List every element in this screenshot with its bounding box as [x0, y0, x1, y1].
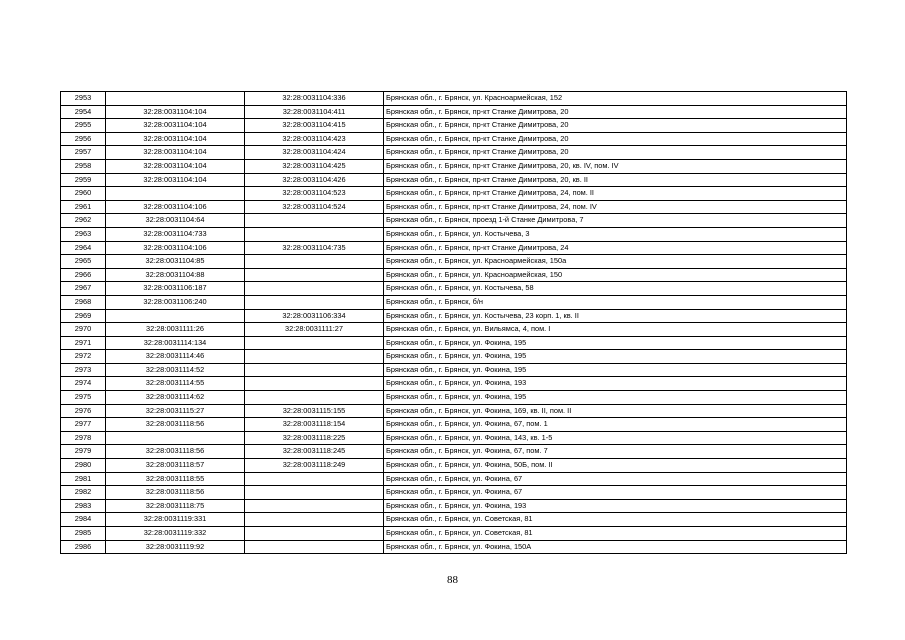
- row-number-cell: 2979: [61, 445, 106, 459]
- cadastral-number-cell: 32:28:0031104:64: [106, 214, 245, 228]
- object-cadastral-number-cell: 32:28:0031115:155: [245, 404, 384, 418]
- cadastral-number-cell: 32:28:0031118:75: [106, 499, 245, 513]
- row-number-cell: 2977: [61, 418, 106, 432]
- cadastral-number-cell: 32:28:0031114:52: [106, 363, 245, 377]
- object-cadastral-number-cell: 32:28:0031111:27: [245, 323, 384, 337]
- table-row: [61, 282, 847, 296]
- address-cell: Брянская обл., г. Брянск, ул. Фокина, 67: [384, 486, 847, 500]
- cadastral-number-cell: 32:28:0031104:104: [106, 105, 245, 119]
- cadastral-number-cell: [106, 92, 245, 106]
- address-cell: Брянская обл., г. Брянск, ул. Фокина, 67, пом. 7: [384, 445, 847, 459]
- object-cadastral-number-cell: 32:28:0031118:249: [245, 459, 384, 473]
- object-cadastral-number-cell: [245, 499, 384, 513]
- row-number-cell: 2963: [61, 227, 106, 241]
- table-row: [61, 336, 847, 350]
- row-number-cell: 2961: [61, 200, 106, 214]
- table-row: [61, 146, 847, 160]
- address-cell: Брянская обл., г. Брянск, ул. Фокина, 67, пом. 1: [384, 418, 847, 432]
- address-cell: Брянская обл., г. Брянск, б/н: [384, 295, 847, 309]
- row-number-cell: 2958: [61, 159, 106, 173]
- row-number-cell: 2959: [61, 173, 106, 187]
- row-number-cell: 2980: [61, 459, 106, 473]
- table-row: [61, 377, 847, 391]
- cadastral-number-cell: 32:28:0031111:26: [106, 323, 245, 337]
- cadastral-number-cell: 32:28:0031104:106: [106, 241, 245, 255]
- table-row: [61, 268, 847, 282]
- table-row: [61, 391, 847, 405]
- address-cell: Брянская обл., г. Брянск, ул. Фокина, 193: [384, 377, 847, 391]
- address-cell: Брянская обл., г. Брянск, ул. Костычева, 23 корп. 1, кв. II: [384, 309, 847, 323]
- table-row: [61, 540, 847, 554]
- object-cadastral-number-cell: 32:28:0031106:334: [245, 309, 384, 323]
- table-row: [61, 459, 847, 473]
- cadastral-number-cell: 32:28:0031115:27: [106, 404, 245, 418]
- table-row: [61, 309, 847, 323]
- cadastral-number-cell: 32:28:0031106:187: [106, 282, 245, 296]
- table-row: [61, 431, 847, 445]
- cadastral-number-cell: 32:28:0031119:332: [106, 527, 245, 541]
- object-cadastral-number-cell: 32:28:0031104:425: [245, 159, 384, 173]
- row-number-cell: 2968: [61, 295, 106, 309]
- row-number-cell: 2969: [61, 309, 106, 323]
- address-cell: Брянская обл., г. Брянск, ул. Фокина, 143, кв. 1-5: [384, 431, 847, 445]
- row-number-cell: 2986: [61, 540, 106, 554]
- row-number-cell: 2966: [61, 268, 106, 282]
- object-cadastral-number-cell: [245, 472, 384, 486]
- address-cell: Брянская обл., г. Брянск, ул. Костычева, 58: [384, 282, 847, 296]
- table-row: [61, 227, 847, 241]
- table-row: [61, 241, 847, 255]
- cadastral-number-cell: 32:28:0031118:55: [106, 472, 245, 486]
- cadastral-number-cell: 32:28:0031118:56: [106, 418, 245, 432]
- object-cadastral-number-cell: [245, 214, 384, 228]
- table-row: [61, 92, 847, 106]
- object-cadastral-number-cell: [245, 255, 384, 269]
- object-cadastral-number-cell: [245, 295, 384, 309]
- cadastral-number-cell: 32:28:0031104:106: [106, 200, 245, 214]
- cadastral-number-cell: 32:28:0031104:104: [106, 159, 245, 173]
- table-row: [61, 119, 847, 133]
- address-cell: Брянская обл., г. Брянск, ул. Советская, 81: [384, 527, 847, 541]
- row-number-cell: 2957: [61, 146, 106, 160]
- row-number-cell: 2956: [61, 132, 106, 146]
- table-row: [61, 350, 847, 364]
- object-cadastral-number-cell: 32:28:0031104:415: [245, 119, 384, 133]
- object-cadastral-number-cell: [245, 540, 384, 554]
- address-cell: Брянская обл., г. Брянск, пр-кт Станке Димитрова, 20: [384, 119, 847, 133]
- object-cadastral-number-cell: 32:28:0031104:735: [245, 241, 384, 255]
- cadastral-number-cell: 32:28:0031104:733: [106, 227, 245, 241]
- cadastral-number-cell: 32:28:0031114:134: [106, 336, 245, 350]
- address-cell: Брянская обл., г. Брянск, ул. Фокина, 67: [384, 472, 847, 486]
- address-cell: Брянская обл., г. Брянск, ул. Фокина, 193: [384, 499, 847, 513]
- address-cell: Брянская обл., г. Брянск, пр-кт Станке Димитрова, 24: [384, 241, 847, 255]
- row-number-cell: 2955: [61, 119, 106, 133]
- object-cadastral-number-cell: [245, 268, 384, 282]
- table-row: [61, 255, 847, 269]
- table-row: [61, 527, 847, 541]
- cadastral-number-cell: 32:28:0031118:57: [106, 459, 245, 473]
- address-cell: Брянская обл., г. Брянск, пр-кт Станке Димитрова, 20: [384, 105, 847, 119]
- object-cadastral-number-cell: 32:28:0031104:426: [245, 173, 384, 187]
- address-cell: Брянская обл., г. Брянск, ул. Советская, 81: [384, 513, 847, 527]
- address-cell: Брянская обл., г. Брянск, пр-кт Станке Димитрова, 20: [384, 146, 847, 160]
- row-number-cell: 2970: [61, 323, 106, 337]
- cadastral-number-cell: 32:28:0031118:56: [106, 486, 245, 500]
- object-cadastral-number-cell: 32:28:0031118:225: [245, 431, 384, 445]
- table-row: [61, 513, 847, 527]
- object-cadastral-number-cell: 32:28:0031104:411: [245, 105, 384, 119]
- address-cell: Брянская обл., г. Брянск, ул. Вильямса, 4, пом. I: [384, 323, 847, 337]
- object-cadastral-number-cell: [245, 227, 384, 241]
- table-row: [61, 445, 847, 459]
- row-number-cell: 2975: [61, 391, 106, 405]
- address-cell: Брянская обл., г. Брянск, ул. Фокина, 195: [384, 336, 847, 350]
- object-cadastral-number-cell: 32:28:0031118:154: [245, 418, 384, 432]
- table-row: [61, 159, 847, 173]
- row-number-cell: 2967: [61, 282, 106, 296]
- object-cadastral-number-cell: [245, 391, 384, 405]
- address-cell: Брянская обл., г. Брянск, ул. Красноармейская, 152: [384, 92, 847, 106]
- row-number-cell: 2983: [61, 499, 106, 513]
- table-row: [61, 214, 847, 228]
- cadastral-number-cell: 32:28:0031114:46: [106, 350, 245, 364]
- table-row: [61, 105, 847, 119]
- table-row: [61, 187, 847, 201]
- row-number-cell: 2974: [61, 377, 106, 391]
- object-cadastral-number-cell: [245, 377, 384, 391]
- address-cell: Брянская обл., г. Брянск, ул. Фокина, 195: [384, 350, 847, 364]
- object-cadastral-number-cell: 32:28:0031104:336: [245, 92, 384, 106]
- address-cell: Брянская обл., г. Брянск, пр-кт Станке Димитрова, 20, кв. IV, пом. IV: [384, 159, 847, 173]
- cadastral-number-cell: 32:28:0031114:55: [106, 377, 245, 391]
- table-row: [61, 363, 847, 377]
- address-cell: Брянская обл., г. Брянск, ул. Красноармейская, 150а: [384, 255, 847, 269]
- address-cell: Брянская обл., г. Брянск, пр-кт Станке Димитрова, 20, кв. II: [384, 173, 847, 187]
- address-cell: Брянская обл., г. Брянск, пр-кт Станке Димитрова, 20: [384, 132, 847, 146]
- cadastral-number-cell: 32:28:0031106:240: [106, 295, 245, 309]
- row-number-cell: 2985: [61, 527, 106, 541]
- row-number-cell: 2965: [61, 255, 106, 269]
- cadastral-number-cell: [106, 187, 245, 201]
- table-row: [61, 200, 847, 214]
- row-number-cell: 2976: [61, 404, 106, 418]
- address-cell: Брянская обл., г. Брянск, ул. Фокина, 195: [384, 391, 847, 405]
- object-cadastral-number-cell: 32:28:0031104:524: [245, 200, 384, 214]
- row-number-cell: 2953: [61, 92, 106, 106]
- page-number: 88: [447, 574, 458, 586]
- row-number-cell: 2984: [61, 513, 106, 527]
- object-cadastral-number-cell: 32:28:0031104:523: [245, 187, 384, 201]
- property-table-container: [60, 91, 846, 554]
- cadastral-number-cell: [106, 431, 245, 445]
- object-cadastral-number-cell: [245, 527, 384, 541]
- cadastral-number-cell: 32:28:0031104:104: [106, 132, 245, 146]
- object-cadastral-number-cell: [245, 336, 384, 350]
- address-cell: Брянская обл., г. Брянск, ул. Фокина, 50Б, пом. II: [384, 459, 847, 473]
- table-row: [61, 404, 847, 418]
- table-row: [61, 418, 847, 432]
- object-cadastral-number-cell: 32:28:0031118:245: [245, 445, 384, 459]
- cadastral-number-cell: 32:28:0031119:331: [106, 513, 245, 527]
- object-cadastral-number-cell: [245, 282, 384, 296]
- object-cadastral-number-cell: 32:28:0031104:424: [245, 146, 384, 160]
- cadastral-number-cell: 32:28:0031114:62: [106, 391, 245, 405]
- row-number-cell: 2962: [61, 214, 106, 228]
- cadastral-number-cell: 32:28:0031104:104: [106, 146, 245, 160]
- table-row: [61, 486, 847, 500]
- address-cell: Брянская обл., г. Брянск, ул. Костычева, 3: [384, 227, 847, 241]
- row-number-cell: 2954: [61, 105, 106, 119]
- object-cadastral-number-cell: 32:28:0031104:423: [245, 132, 384, 146]
- address-cell: Брянская обл., г. Брянск, ул. Фокина, 150А: [384, 540, 847, 554]
- row-number-cell: 2964: [61, 241, 106, 255]
- table-row: [61, 323, 847, 337]
- table-row: [61, 472, 847, 486]
- row-number-cell: 2971: [61, 336, 106, 350]
- address-cell: Брянская обл., г. Брянск, ул. Фокина, 195: [384, 363, 847, 377]
- row-number-cell: 2960: [61, 187, 106, 201]
- cadastral-number-cell: 32:28:0031104:85: [106, 255, 245, 269]
- cadastral-number-cell: 32:28:0031104:104: [106, 119, 245, 133]
- table-row: [61, 173, 847, 187]
- cadastral-number-cell: [106, 309, 245, 323]
- table-row: [61, 295, 847, 309]
- row-number-cell: 2978: [61, 431, 106, 445]
- property-table-body: [61, 92, 847, 554]
- table-row: [61, 132, 847, 146]
- address-cell: Брянская обл., г. Брянск, пр-кт Станке Димитрова, 24, пом. IV: [384, 200, 847, 214]
- address-cell: Брянская обл., г. Брянск, ул. Красноармейская, 150: [384, 268, 847, 282]
- object-cadastral-number-cell: [245, 513, 384, 527]
- table-row: [61, 499, 847, 513]
- row-number-cell: 2981: [61, 472, 106, 486]
- row-number-cell: 2973: [61, 363, 106, 377]
- row-number-cell: 2982: [61, 486, 106, 500]
- object-cadastral-number-cell: [245, 363, 384, 377]
- cadastral-number-cell: 32:28:0031104:88: [106, 268, 245, 282]
- object-cadastral-number-cell: [245, 350, 384, 364]
- address-cell: Брянская обл., г. Брянск, пр-кт Станке Димитрова, 24, пом. II: [384, 187, 847, 201]
- address-cell: Брянская обл., г. Брянск, ул. Фокина, 169, кв. II, пом. II: [384, 404, 847, 418]
- address-cell: Брянская обл., г. Брянск, проезд 1-й Станке Димитрова, 7: [384, 214, 847, 228]
- row-number-cell: 2972: [61, 350, 106, 364]
- property-table: [60, 91, 847, 554]
- cadastral-number-cell: 32:28:0031118:56: [106, 445, 245, 459]
- object-cadastral-number-cell: [245, 486, 384, 500]
- cadastral-number-cell: 32:28:0031104:104: [106, 173, 245, 187]
- cadastral-number-cell: 32:28:0031119:92: [106, 540, 245, 554]
